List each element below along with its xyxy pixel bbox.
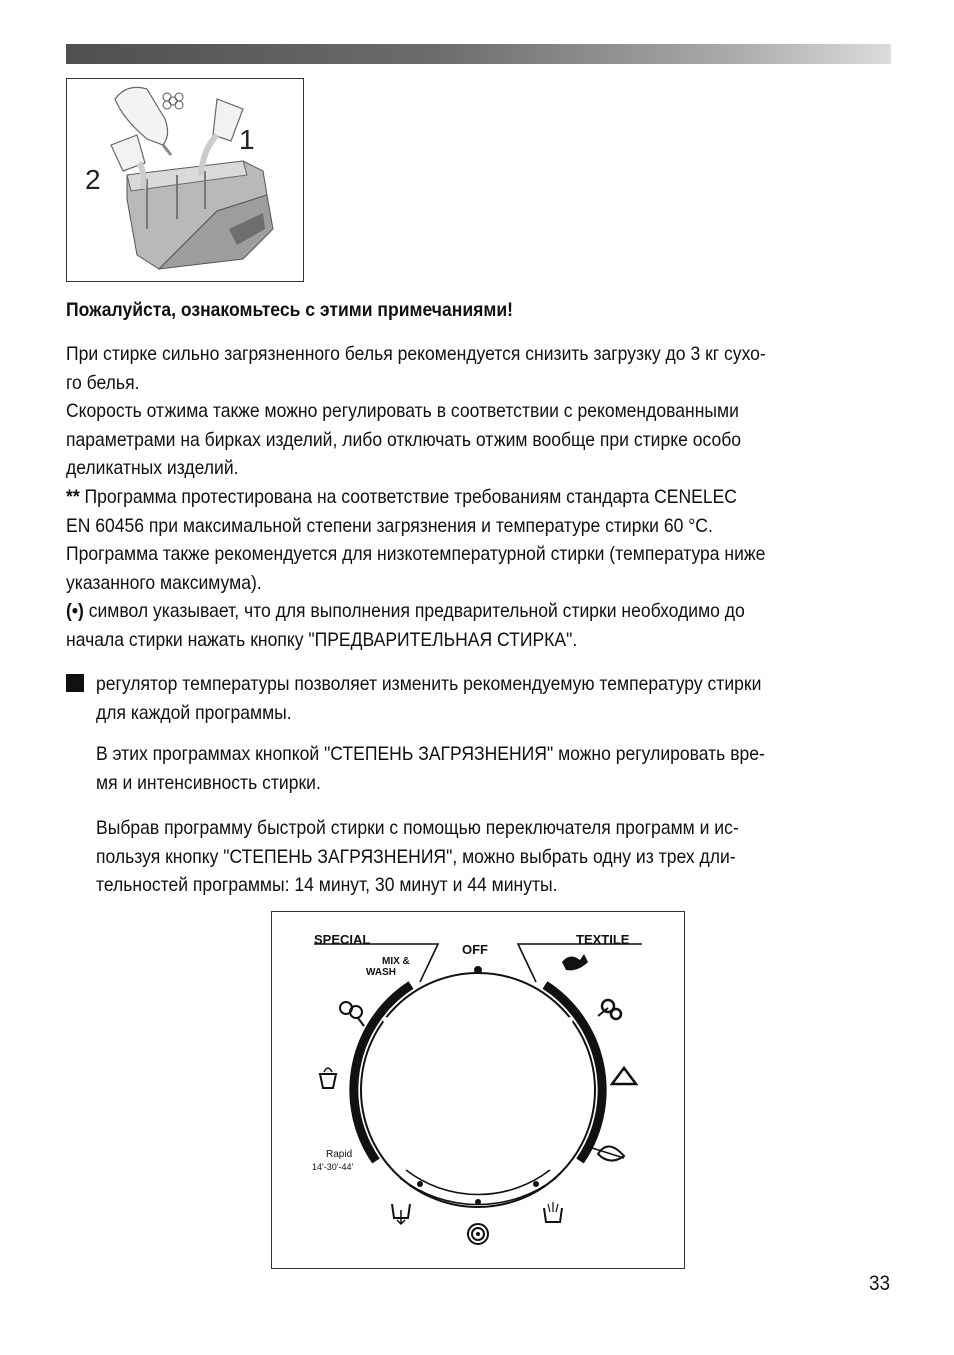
note-line: Программа также рекомендуется для низкотемпературной стирки (температура ниже <box>66 543 766 566</box>
note-text: Программа протестирована на соответствие требованиям стандарта CENELEC <box>79 485 737 508</box>
special-label: SPECIAL <box>314 932 371 947</box>
rinse-icon <box>544 1202 562 1222</box>
prewash-symbol-mark: (•) <box>66 600 84 623</box>
note-line: Выбрав программу быстрой стирки с помощью переключателя программ и ис- <box>96 817 739 839</box>
note-line: тельностей программы: 14 минут, 30 минут и 44 минуты. <box>96 874 558 897</box>
off-label: OFF <box>462 942 488 957</box>
dial-inner-circle <box>361 973 595 1207</box>
feather-icon <box>592 1146 624 1160</box>
note-line: В этих программах кнопкой "СТЕПЕНЬ ЗАГРЯЗНЕНИЯ" можно регулировать вре- <box>96 743 765 765</box>
note-line: указанного максимума). <box>66 571 262 594</box>
delicate-icon <box>612 1068 636 1084</box>
note-line: го белья. <box>66 371 140 394</box>
textile-label: TEXTILE <box>576 932 630 947</box>
callout-2: 2 <box>85 164 101 195</box>
dispenser-drawing <box>67 79 303 281</box>
mix-wash-label: WASH <box>366 967 396 978</box>
square-bullet-icon <box>66 674 84 692</box>
wool-icon <box>340 1002 364 1026</box>
note-line: начала стирки нажать кнопку "ПРЕДВАРИТЕЛЬНАЯ СТИРКА". <box>66 628 578 651</box>
notes-block <box>66 340 813 655</box>
soil-level-paragraph <box>96 740 816 797</box>
page-number: 33 <box>868 1272 890 1295</box>
note-line: Скорость отжима также можно регулировать в соответствии с рекомендованными <box>66 400 739 423</box>
drain-icon <box>392 1204 410 1224</box>
double-asterisk-mark: ** <box>66 485 80 508</box>
note-line: для каждой программы. <box>96 701 292 724</box>
note-line <box>66 597 813 626</box>
mix-wash-label: MIX & <box>382 956 410 967</box>
note-line: деликатных изделий. <box>66 457 239 480</box>
program-dial <box>272 912 684 1268</box>
detergent-dispenser-illustration <box>66 78 304 282</box>
note-line: мя и интенсивность стирки. <box>96 771 321 794</box>
handwash-icon <box>320 1068 336 1088</box>
note-line <box>66 483 813 512</box>
note-line: EN 60456 при максимальной степени загрязнения и температуре стирки 60 °С. <box>66 514 713 537</box>
spin-icon <box>468 1224 488 1244</box>
note-line: параметрами на бирках изделий, либо отключать отжим вообще при стирке особо <box>66 428 742 451</box>
cotton-icon <box>598 1000 621 1019</box>
note-line: регулятор температуры позволяет изменить рекомендуемую температуру стирки <box>96 673 762 695</box>
note-text: символ указывает, что для выполнения предварительной стирки необходимо до <box>83 600 745 623</box>
note-line: пользуя кнопку "СТЕПЕНЬ ЗАГРЯЗНЕНИЯ", можно выбрать одну из трех дли- <box>96 845 736 868</box>
temperature-note <box>96 670 816 727</box>
rapid-label: Rapid <box>326 1149 353 1160</box>
note-line: При стирке сильно загрязненного белья рекомендуется снизить загрузку до 3 кг сухо- <box>66 343 766 365</box>
notes-heading: Пожалуйста, ознакомьтесь с этими примечаниями! <box>66 299 513 321</box>
off-position-dot <box>474 966 482 974</box>
header-bar <box>66 44 891 64</box>
rapid-times-label: 14'-30'-44' <box>312 1162 354 1172</box>
synthetic-icon <box>562 954 588 970</box>
quick-wash-paragraph <box>96 814 816 900</box>
program-selector-diagram <box>271 911 685 1269</box>
callout-1: 1 <box>239 124 255 155</box>
